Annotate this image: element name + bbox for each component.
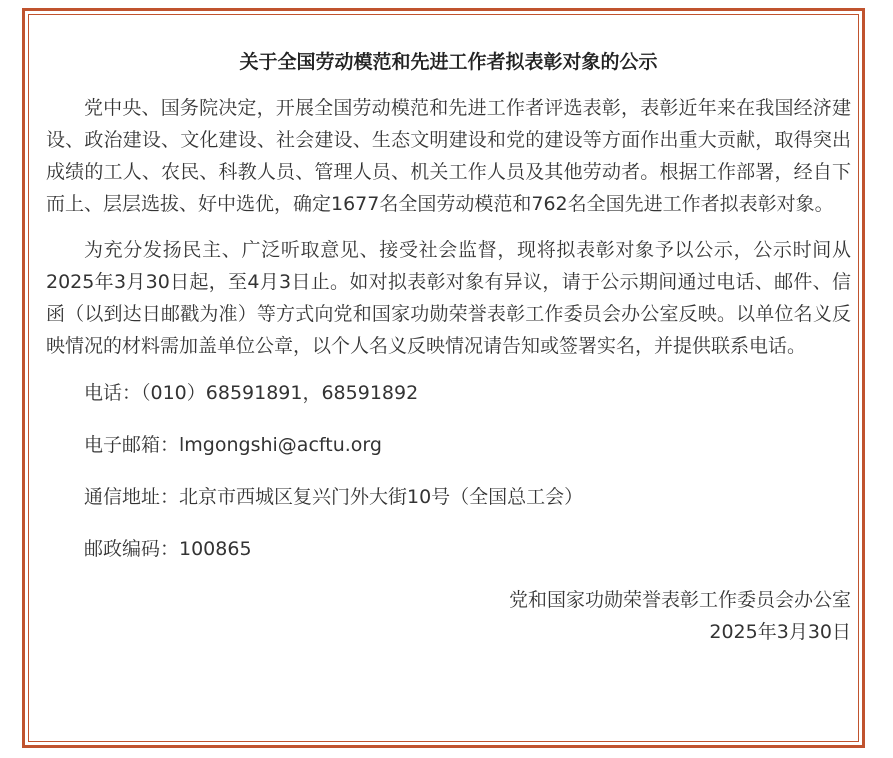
contact-address: 通信地址：北京市西城区复兴门外大街10号（全国总工会）: [84, 486, 584, 508]
signature-date: 2025年3月30日: [709, 621, 851, 643]
signature-block: [46, 584, 851, 648]
notice-paragraph-1: 党中央、国务院决定，开展全国劳动模范和先进工作者评选表彰，表彰近年来在我国经济建设、政治建设、文化建设、社会建设、生态文明建设和党的建设等方面作出重大贡献，取得突出成绩的工人、农民、科教人员、管理人员、机关工作人员及其他劳动者。根据工作部署，经自下而上、层层选拔、好中选优，确定1677名全国劳动模范和762名全国先进工作者拟表彰对象。: [46, 97, 851, 215]
contact-postcode: 邮政编码：100865: [84, 538, 252, 560]
notice-paragraph-2: 为充分发扬民主、广泛听取意见、接受社会监督，现将拟表彰对象予以公示，公示时间从2025年3月30日起，至4月3日止。如对拟表彰对象有异议，请于公示期间通过电话、邮件、信函（以到达日邮戳为准）等方式向党和国家功勋荣誉表彰工作委员会办公室反映。以单位名义反映情况的材料需加盖单位公章，以个人名义反映情况请告知或签署实名，并提供联系电话。: [46, 239, 851, 357]
contact-phone: 电话：（010）68591891，68591892: [84, 382, 419, 404]
contact-email: 电子邮箱：lmgongshi@acftu.org: [84, 434, 382, 456]
notice-title: 关于全国劳动模范和先进工作者拟表彰对象的公示: [239, 51, 658, 73]
notice-body: [46, 48, 851, 648]
signature-organization: 党和国家功勋荣誉表彰工作委员会办公室: [508, 589, 851, 611]
